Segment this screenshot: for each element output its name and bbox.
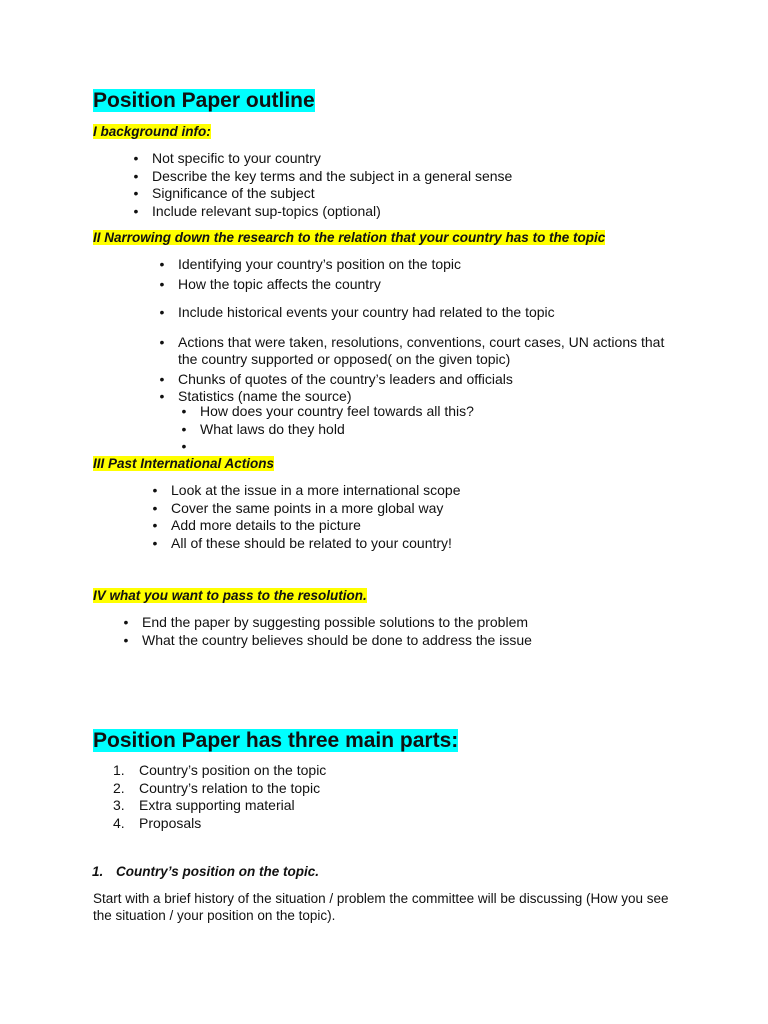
list-item — [123, 631, 532, 650]
list-number: 4. — [113, 814, 125, 831]
list-item — [159, 256, 678, 274]
section-heading-background-text: I background info: — [93, 124, 211, 139]
bullet-icon: • — [159, 333, 165, 350]
resolution-list — [123, 614, 532, 649]
bullet-icon: • — [152, 534, 158, 551]
bullet-icon: • — [133, 185, 139, 201]
bullet-icon: • — [181, 438, 187, 454]
bullet-icon: • — [159, 388, 165, 404]
bullet-icon: • — [159, 304, 165, 320]
list-item-text: Look at the issue in a more international scope — [171, 482, 461, 498]
bullet-icon: • — [152, 499, 158, 516]
main-parts-list — [113, 762, 327, 832]
list-item-text: Proposals — [139, 814, 202, 831]
list-item-text: What the country believes should be done to address the issue — [142, 631, 532, 648]
list-item-text: Describe the key terms and the subject in a general sense — [152, 167, 513, 184]
list-item — [152, 499, 461, 518]
page-title-text: Position Paper outline — [93, 89, 315, 112]
list-number: 1. — [113, 762, 125, 778]
bullet-icon: • — [152, 517, 158, 533]
list-item — [113, 797, 326, 815]
list-item-text: How does your country feel towards all this? — [200, 403, 474, 419]
list-item-text: Chunks of quotes of the country’s leaders and officials — [178, 370, 513, 387]
bullet-icon: • — [181, 403, 187, 419]
main-parts-title — [93, 728, 458, 754]
narrowing-sublist — [181, 403, 474, 454]
list-item — [113, 814, 326, 833]
list-item-text: Statistics (name the source) — [178, 388, 352, 404]
subsection-heading-position — [92, 863, 319, 880]
bullet-icon: • — [152, 482, 158, 498]
list-item-text: Country’s position on the topic — [139, 762, 327, 778]
list-item-text: End the paper by suggesting possible solutions to the problem — [142, 614, 529, 630]
list-item-text: What laws do they hold — [200, 420, 345, 437]
section-heading-background — [93, 123, 211, 140]
list-item-text: Country’s relation to the topic — [139, 779, 321, 796]
list-number: 3. — [113, 797, 125, 813]
list-item — [152, 482, 461, 500]
bullet-icon: • — [133, 150, 139, 166]
list-item-text: How the topic affects the country — [178, 275, 381, 292]
list-item — [181, 403, 474, 421]
list-number: 2. — [113, 779, 125, 796]
bullet-icon: • — [123, 614, 129, 630]
list-item-text: Extra supporting material — [139, 797, 295, 813]
bullet-icon: • — [159, 256, 165, 272]
international-list — [152, 482, 461, 552]
body-paragraph: Start with a brief history of the situation / problem the committee will be discussing (How you see the situation / your position on the topic). — [93, 891, 669, 923]
list-item — [159, 275, 678, 294]
subsection-heading-text: Country’s position on the topic. — [116, 864, 319, 879]
section-heading-international — [93, 455, 274, 472]
list-item-text: Identifying your country’s position on the topic — [178, 256, 462, 272]
bullet-icon: • — [159, 370, 165, 387]
list-item — [133, 202, 512, 221]
bullet-icon: • — [181, 420, 187, 437]
section-heading-narrowing — [93, 229, 605, 246]
list-item — [123, 614, 532, 632]
subsection-number: 1. — [92, 864, 104, 879]
list-item — [152, 517, 461, 535]
list-item-text: Significance of the subject — [152, 185, 315, 201]
section-heading-narrowing-text: II Narrowing down the research to the relation that your country has to the topic — [93, 230, 606, 245]
list-item — [159, 304, 678, 322]
list-item — [152, 534, 461, 553]
bullet-icon: • — [133, 202, 139, 219]
list-item — [181, 420, 474, 439]
list-item-text: Not specific to your country — [152, 150, 321, 166]
page-title — [93, 88, 315, 114]
section-heading-resolution — [93, 587, 367, 604]
list-item — [159, 333, 678, 369]
section-heading-international-text: III Past International Actions — [93, 456, 275, 471]
list-item-text: Add more details to the picture — [171, 517, 361, 533]
bullet-icon: • — [159, 275, 165, 292]
bullet-icon: • — [123, 631, 129, 648]
list-item-text: Actions that were taken, resolutions, conventions, court cases, UN actions that the country supported or opposed( on the given topic) — [178, 333, 665, 367]
list-item-text: Cover the same points in a more global way — [171, 499, 444, 516]
narrowing-list — [159, 256, 678, 406]
list-item — [113, 762, 327, 780]
list-item-text: Include relevant sup-topics (optional) — [152, 202, 381, 219]
list-item-text: All of these should be related to your country! — [171, 534, 452, 551]
background-list — [133, 150, 513, 220]
section-heading-resolution-text: IV what you want to pass to the resolution. — [93, 588, 367, 603]
list-item — [159, 370, 678, 389]
list-item — [133, 167, 513, 186]
list-item — [133, 150, 512, 168]
list-item — [133, 185, 512, 203]
bullet-icon: • — [133, 167, 139, 184]
list-item-text: Include historical events your country had related to the topic — [178, 304, 555, 320]
list-item — [113, 779, 326, 798]
main-parts-title-text: Position Paper has three main parts: — [93, 729, 459, 752]
